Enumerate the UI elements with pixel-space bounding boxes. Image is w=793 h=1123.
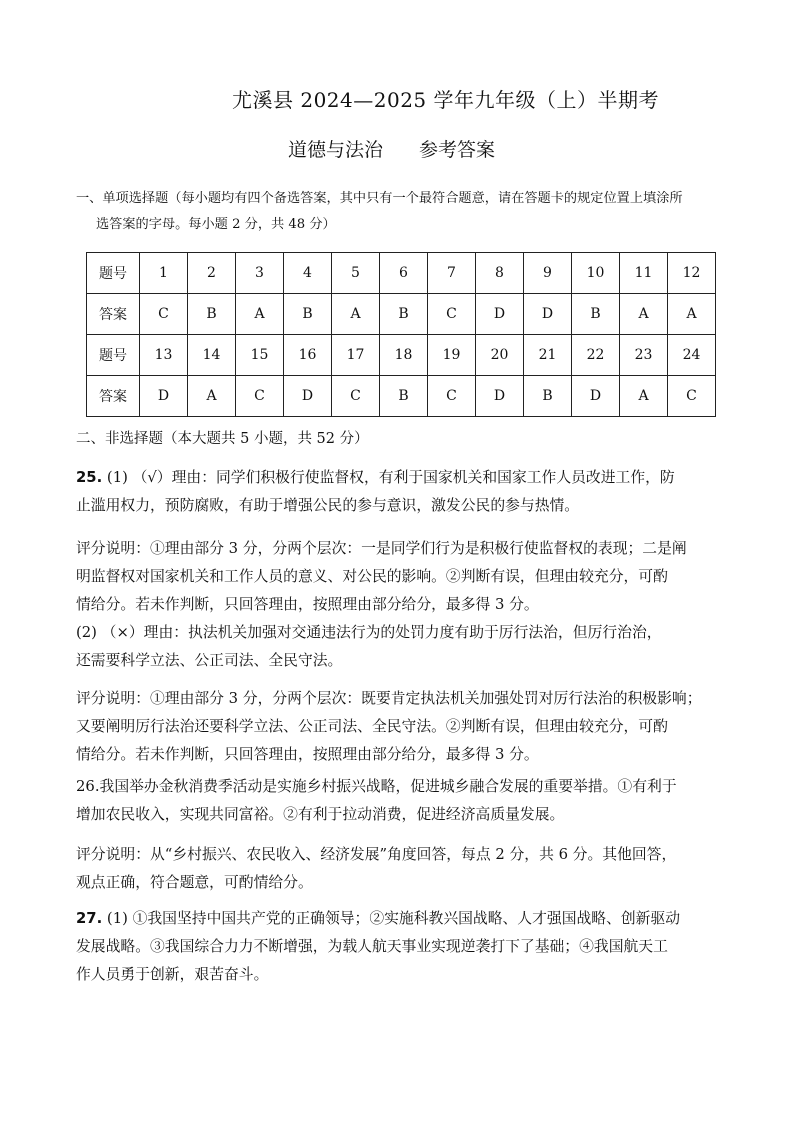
answer-cell: D: [140, 376, 188, 417]
q27-line1: [76, 905, 736, 933]
answer-table-body: [87, 253, 716, 417]
q25-part2: [76, 619, 736, 675]
question-number-row: [87, 335, 716, 376]
answer-table: [86, 252, 716, 417]
answer-key-label: 参考答案: [419, 139, 496, 161]
section1-heading: [76, 186, 736, 238]
answer-cell: A: [188, 376, 236, 417]
question-number-cell: 1: [140, 253, 188, 294]
question-number-cell: 20: [476, 335, 524, 376]
q26-scoring-line1: 评分说明：从“乡村振兴、农民收入、经济发展”角度回答，每点 2 分，共 6 分。其他回答，: [76, 846, 677, 863]
answer-cell: A: [332, 294, 380, 335]
section2-heading: 二、非选择题（本大题共 5 小题，共 52 分）: [76, 431, 369, 447]
section1-heading-line1: 一、单项选择题（每小题均有四个备选答案，其中只有一个最符合题意，请在答题卡的规定位置上填涂所: [76, 191, 683, 206]
answer-cell: D: [476, 376, 524, 417]
question-number-cell: 15: [236, 335, 284, 376]
question-number-cell: 14: [188, 335, 236, 376]
q26-line2: 增加农民收入，实现共同富裕。②有利于拉动消费，促进经济高质量发展。: [76, 806, 565, 823]
answer-cell: B: [572, 294, 620, 335]
q25-scoring2-line2: 又要阐明厉行法治还要科学立法、公正司法、全民守法。②判断有误，但理由较充分，可酌: [76, 718, 668, 735]
row-header-cell: 答案: [87, 376, 140, 417]
answer-cell: A: [668, 294, 716, 335]
subject-name: 道德与法治: [288, 139, 384, 161]
question-number-row: [87, 253, 716, 294]
question-number-cell: 13: [140, 335, 188, 376]
q26-line1: 26.我国举办金秋消费季活动是实施乡村振兴战略，促进城乡融合发展的重要举措。①有利于: [76, 778, 677, 795]
answer-cell: B: [380, 294, 428, 335]
answer-cell: B: [380, 376, 428, 417]
question-number-cell: 7: [428, 253, 476, 294]
page-title: 尤溪县 2024—2025 学年九年级（上）半期考: [232, 88, 660, 112]
answer-cell: C: [428, 294, 476, 335]
q25-scoring1: [76, 535, 736, 619]
q25-scoring2: [76, 685, 736, 769]
page-subtitle: [288, 135, 495, 162]
answer-cell: A: [620, 294, 668, 335]
q25-scoring1-line3: 情给分。若未作判断，只回答理由，按照理由部分给分，最多得 3 分。: [76, 596, 539, 613]
q26-scoring: [76, 841, 736, 897]
question-number-cell: 10: [572, 253, 620, 294]
question-number-cell: 2: [188, 253, 236, 294]
answer-row: [87, 376, 716, 417]
question-number-cell: 6: [380, 253, 428, 294]
answer-cell: B: [284, 294, 332, 335]
q27-part1: [76, 905, 736, 989]
question-number-cell: 21: [524, 335, 572, 376]
q27-line2: 发展战略。③我国综合力力不断增强，为载人航天事业实现逆袭打下了基础；④我国航天工: [76, 938, 668, 955]
answer-cell: A: [236, 294, 284, 335]
question-number-cell: 3: [236, 253, 284, 294]
answer-cell: A: [620, 376, 668, 417]
q25-part1-line1: [76, 464, 736, 492]
question-number-cell: 12: [668, 253, 716, 294]
answer-cell: C: [668, 376, 716, 417]
q27-line1-text: (1) ①我国坚持中国共产党的正确领导；②实施科教兴国战略、人才强国战略、创新驱动: [102, 910, 681, 927]
q26-scoring-line2: 观点正确，符合题意，可酌情给分。: [76, 874, 313, 891]
question-number-cell: 19: [428, 335, 476, 376]
answer-cell: D: [476, 294, 524, 335]
question-number-cell: 8: [476, 253, 524, 294]
question-number-cell: 16: [284, 335, 332, 376]
q25-part2-line2: 还需要科学立法、公正司法、全民守法。: [76, 652, 343, 669]
row-header-cell: 题号: [87, 335, 140, 376]
q27-line3: 作人员勇于创新，艰苦奋斗。: [76, 966, 269, 983]
row-header-cell: 题号: [87, 253, 140, 294]
question-number-cell: 24: [668, 335, 716, 376]
question-number-cell: 9: [524, 253, 572, 294]
q25-scoring1-line2: 明监督权对国家机关和工作人员的意义、对公民的影响。②判断有误，但理由较充分，可酌: [76, 568, 668, 585]
question-number-cell: 22: [572, 335, 620, 376]
question-number-cell: 5: [332, 253, 380, 294]
q27-number: 27.: [76, 910, 103, 927]
answer-cell: C: [140, 294, 188, 335]
answer-cell: C: [332, 376, 380, 417]
answer-cell: B: [188, 294, 236, 335]
row-header-cell: 答案: [87, 294, 140, 335]
q25-scoring1-line1: 评分说明：①理由部分 3 分，分两个层次：一是同学们行为是积极行使监督权的表现；二是阐: [76, 540, 687, 557]
q25-number: 25.: [76, 469, 103, 486]
question-number-cell: 17: [332, 335, 380, 376]
section1-heading-line2: 选答案的字母。每小题 2 分，共 48 分）: [96, 217, 336, 232]
q25-part1: [76, 464, 736, 520]
question-number-cell: 23: [620, 335, 668, 376]
answer-cell: D: [572, 376, 620, 417]
q25-part2-line1: (2) （×）理由：执法机关加强对交通违法行为的处罚力度有助于厉行法治，但厉行治治，: [76, 624, 662, 641]
q25-scoring2-line3: 情给分。若未作判断，只回答理由，按照理由部分给分，最多得 3 分。: [76, 746, 539, 763]
question-number-cell: 11: [620, 253, 668, 294]
answer-cell: C: [428, 376, 476, 417]
answer-cell: C: [236, 376, 284, 417]
question-number-cell: 18: [380, 335, 428, 376]
answer-row: [87, 294, 716, 335]
q26-answer: [76, 773, 736, 829]
q25-part1-text: (1) （√）理由：同学们积极行使监督权，有利于国家机关和国家工作人员改进工作，防: [102, 469, 675, 486]
question-number-cell: 4: [284, 253, 332, 294]
answer-cell: B: [524, 376, 572, 417]
q25-scoring2-line1: 评分说明：①理由部分 3 分，分两个层次：既要肯定执法机关加强处罚对厉行法治的积极影响；: [76, 690, 702, 707]
answer-cell: D: [284, 376, 332, 417]
q25-part1-line2: 止滥用权力，预防腐败，有助于增强公民的参与意识，激发公民的参与热情。: [76, 497, 580, 514]
answer-cell: D: [524, 294, 572, 335]
